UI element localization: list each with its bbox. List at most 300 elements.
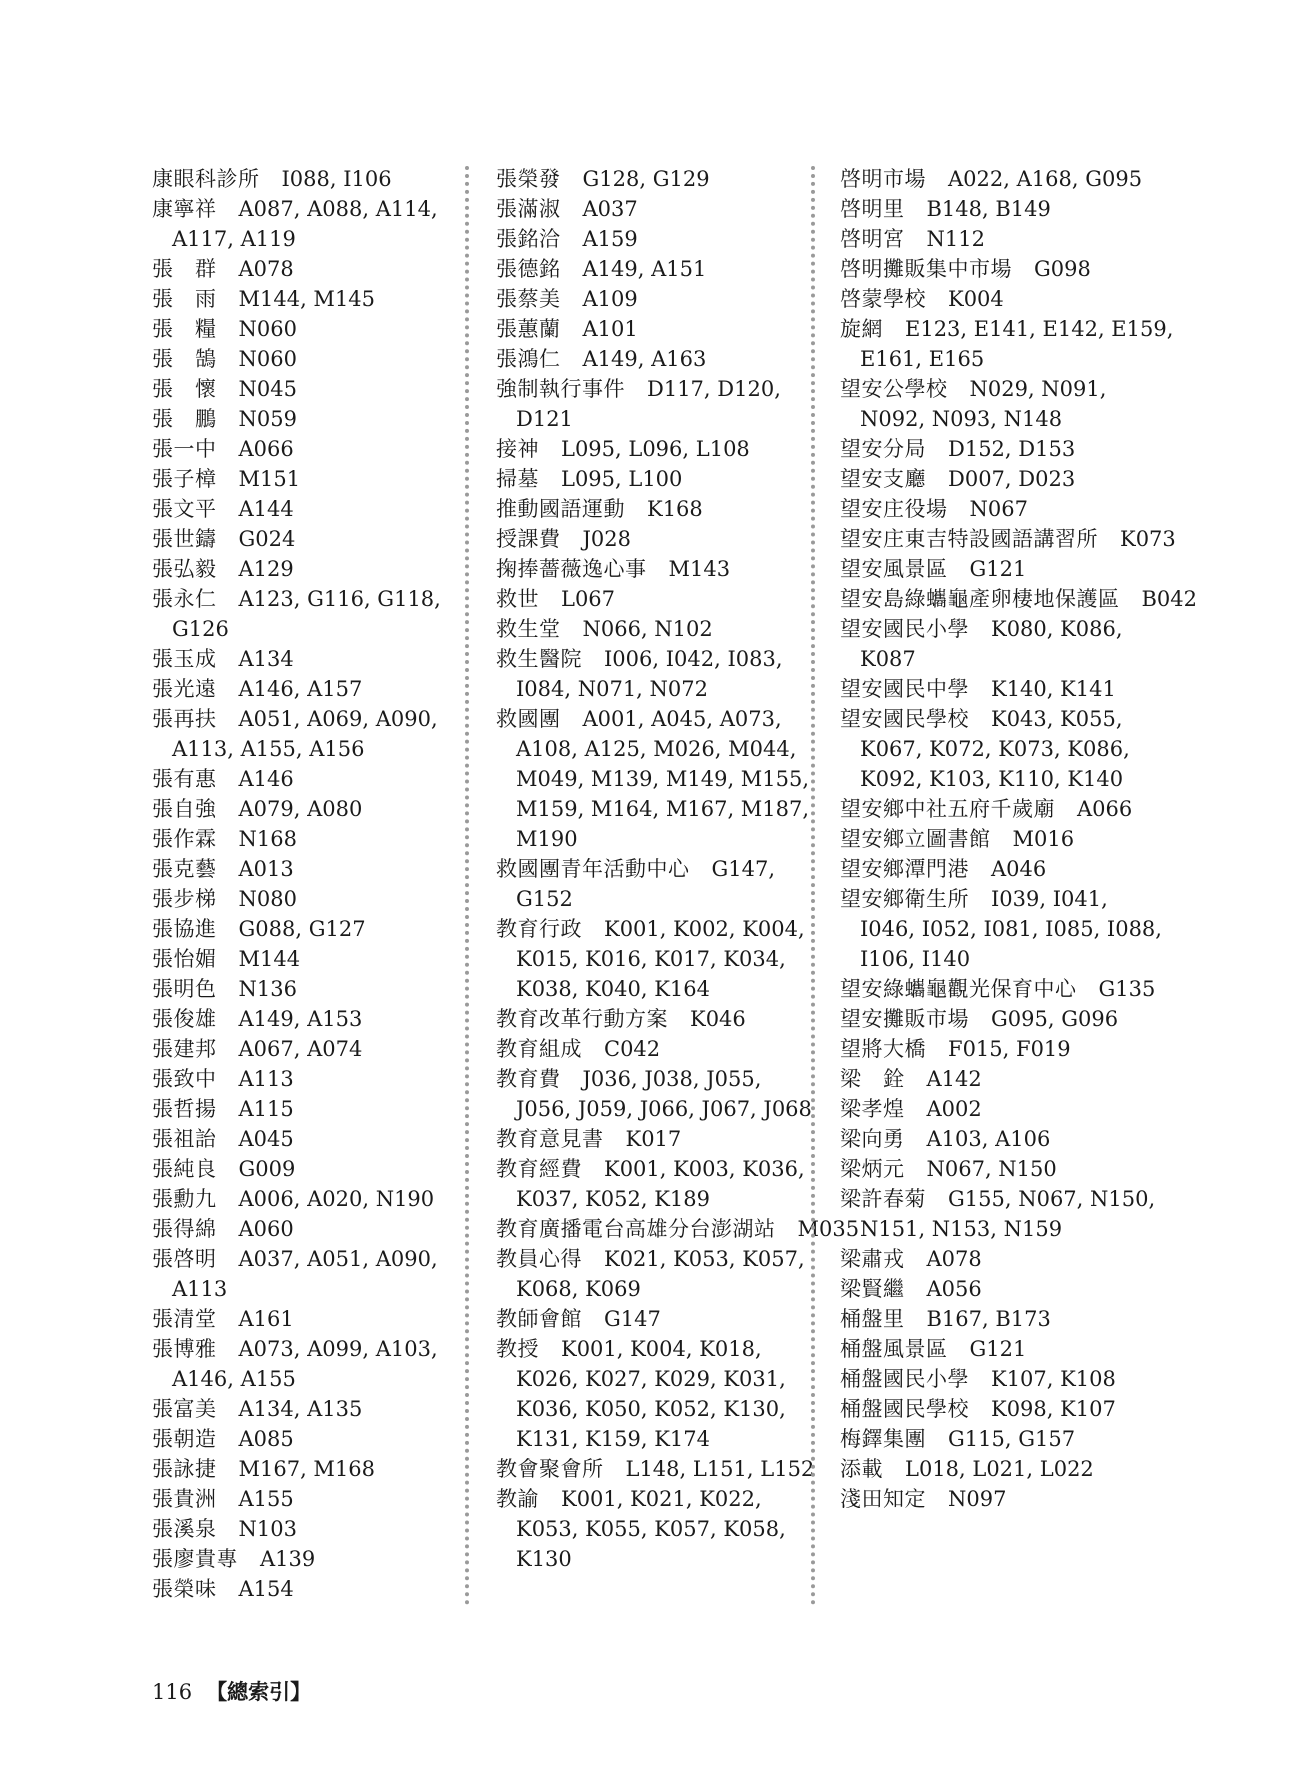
index-term: 張 懷 xyxy=(152,377,217,401)
index-entry xyxy=(840,1124,1150,1154)
index-entry xyxy=(840,1364,1150,1394)
index-term: 望安庄役場 xyxy=(840,497,948,521)
index-references: A134 xyxy=(238,647,294,671)
index-term: 梁肅戎 xyxy=(840,1247,905,1271)
index-term: 張協進 xyxy=(152,917,217,941)
index-entry xyxy=(152,434,452,464)
index-entry xyxy=(840,1034,1150,1064)
index-entry xyxy=(496,464,801,494)
index-references: K107, K108 xyxy=(991,1367,1116,1391)
index-term: 強制執行事件 xyxy=(496,377,625,401)
index-references: K080, K086, xyxy=(991,617,1123,641)
index-entry-continuation: I046, I052, I081, I085, I088, xyxy=(860,917,1162,941)
index-entry xyxy=(152,284,452,314)
index-term: 梁孝煌 xyxy=(840,1097,905,1121)
index-term: 張清堂 xyxy=(152,1307,217,1331)
index-term: 添載 xyxy=(840,1457,883,1481)
index-entry xyxy=(840,1004,1150,1034)
index-references: G155, N067, N150, xyxy=(948,1187,1156,1211)
index-term: 掃墓 xyxy=(496,467,539,491)
index-term: 張銘洽 xyxy=(496,227,561,251)
index-references: A149, A163 xyxy=(582,347,707,371)
index-entry xyxy=(152,254,452,284)
index-term: 望安國民學校 xyxy=(840,707,969,731)
index-term: 張步梯 xyxy=(152,887,217,911)
index-term: 張榮味 xyxy=(152,1577,217,1601)
index-term: 張貴洲 xyxy=(152,1487,217,1511)
index-references: K001, K004, K018, xyxy=(561,1337,762,1361)
index-term: 桶盤國民學校 xyxy=(840,1397,969,1421)
index-references: M144 xyxy=(238,947,301,971)
index-entry xyxy=(840,1484,1150,1514)
index-term: 張有惠 xyxy=(152,767,217,791)
index-entry xyxy=(840,1064,1150,1094)
index-term: 張 糧 xyxy=(152,317,217,341)
index-entry-continuation: A117, A119 xyxy=(172,227,296,251)
index-references: A134, A135 xyxy=(238,1397,363,1421)
index-term: 淺田知定 xyxy=(840,1487,926,1511)
index-references: N045 xyxy=(238,377,297,401)
index-entry xyxy=(840,824,1150,854)
index-references: A142 xyxy=(926,1067,982,1091)
index-entry xyxy=(152,884,452,914)
index-entry xyxy=(840,974,1156,1004)
index-entry xyxy=(152,1484,452,1514)
index-entry xyxy=(152,1574,452,1604)
index-references: A159 xyxy=(582,227,638,251)
index-term: 教員心得 xyxy=(496,1247,582,1271)
index-term: 授課費 xyxy=(496,527,561,551)
index-entry xyxy=(152,404,452,434)
index-term: 張鴻仁 xyxy=(496,347,561,371)
index-entry xyxy=(152,1004,452,1034)
index-term: 張 雨 xyxy=(152,287,217,311)
index-term: 望安庄東吉特設國語講習所 xyxy=(840,527,1098,551)
index-entry-continuation: K053, K055, K057, K058, xyxy=(516,1517,786,1541)
index-entry xyxy=(152,1094,452,1124)
index-term: 張德銘 xyxy=(496,257,561,281)
index-entry xyxy=(496,1244,805,1274)
index-term: 張 群 xyxy=(152,257,217,281)
index-entry xyxy=(840,704,1150,734)
index-references: A113 xyxy=(238,1067,294,1091)
index-references: A146, A157 xyxy=(238,677,363,701)
index-references: D117, D120, xyxy=(647,377,781,401)
index-term: 張啓明 xyxy=(152,1247,217,1271)
index-references: A155 xyxy=(238,1487,294,1511)
index-references: A051, A069, A090, xyxy=(238,707,438,731)
column-divider xyxy=(465,166,469,1606)
index-references: K021, K053, K057, xyxy=(604,1247,805,1271)
index-references: D007, D023 xyxy=(948,467,1076,491)
index-term: 望安攤販市場 xyxy=(840,1007,969,1031)
index-entry xyxy=(496,164,801,194)
index-entry xyxy=(496,254,801,284)
index-references: A006, A020, N190 xyxy=(238,1187,435,1211)
index-term: 張勳九 xyxy=(152,1187,217,1211)
index-term: 教育行政 xyxy=(496,917,582,941)
index-term: 望安公學校 xyxy=(840,377,948,401)
index-references: K017 xyxy=(625,1127,682,1151)
column-divider xyxy=(811,166,815,1606)
index-references: N029, N091, xyxy=(969,377,1107,401)
index-references: A085 xyxy=(238,1427,294,1451)
index-term: 救國團青年活動中心 xyxy=(496,857,690,881)
index-references: A002 xyxy=(926,1097,982,1121)
index-references: G147, xyxy=(711,857,776,881)
index-entry xyxy=(496,1214,860,1244)
index-term: 張自強 xyxy=(152,797,217,821)
index-term: 張富美 xyxy=(152,1397,217,1421)
index-references: A144 xyxy=(238,497,294,521)
index-term: 旋網 xyxy=(840,317,883,341)
index-term: 桶盤國民小學 xyxy=(840,1367,969,1391)
index-entry-continuation: K036, K050, K052, K130, xyxy=(516,1397,786,1421)
index-entry-continuation: K067, K072, K073, K086, xyxy=(860,737,1130,761)
index-term: 張滿淑 xyxy=(496,197,561,221)
index-entry xyxy=(152,1304,452,1334)
index-references: I039, I041, xyxy=(991,887,1108,911)
index-entry xyxy=(840,194,1150,224)
index-references: K168 xyxy=(647,497,703,521)
index-references: M144, M145 xyxy=(238,287,376,311)
index-entry xyxy=(496,524,801,554)
index-references: A037 xyxy=(582,197,638,221)
index-entry xyxy=(840,854,1150,884)
index-references: G147 xyxy=(604,1307,661,1331)
index-references: N136 xyxy=(238,977,297,1001)
index-references: E123, E141, E142, E159, xyxy=(905,317,1174,341)
index-term: 張永仁 xyxy=(152,587,217,611)
index-references: B148, B149 xyxy=(926,197,1051,221)
index-entry xyxy=(840,1304,1150,1334)
index-references: A078 xyxy=(926,1247,982,1271)
index-entry-continuation: A108, A125, M026, M044, xyxy=(516,737,797,761)
index-references: A115 xyxy=(238,1097,294,1121)
index-references: A146 xyxy=(238,767,294,791)
index-entry xyxy=(152,554,452,584)
index-entry xyxy=(840,1154,1150,1184)
index-references: N080 xyxy=(238,887,297,911)
index-entry xyxy=(840,554,1150,584)
index-entry xyxy=(496,584,801,614)
index-references: N067 xyxy=(969,497,1028,521)
index-entry-continuation: I106, I140 xyxy=(860,947,971,971)
index-term: 張 鵠 xyxy=(152,347,217,371)
index-term: 救世 xyxy=(496,587,539,611)
index-entry-continuation: K092, K103, K110, K140 xyxy=(860,767,1124,791)
index-entry xyxy=(496,284,801,314)
index-references: N059 xyxy=(238,407,297,431)
index-references: A078 xyxy=(238,257,294,281)
index-references: M035 xyxy=(797,1217,860,1241)
index-entry xyxy=(496,1484,801,1514)
index-entry xyxy=(496,614,801,644)
index-references: L095, L096, L108 xyxy=(561,437,750,461)
index-references: K001, K003, K036, xyxy=(604,1157,805,1181)
index-references: A022, A168, G095 xyxy=(948,167,1143,191)
index-term: 望安鄉立圖書館 xyxy=(840,827,991,851)
index-entry-continuation: D121 xyxy=(516,407,573,431)
index-references: A013 xyxy=(238,857,294,881)
index-entry-continuation: M159, M164, M167, M187, xyxy=(516,797,810,821)
index-term: 張祖詒 xyxy=(152,1127,217,1151)
index-term: 張怡媚 xyxy=(152,947,217,971)
index-entry xyxy=(840,1334,1150,1364)
index-entry xyxy=(496,434,801,464)
index-term: 康寧祥 xyxy=(152,197,217,221)
index-term: 教授 xyxy=(496,1337,539,1361)
index-entry-continuation: K015, K016, K017, K034, xyxy=(516,947,786,971)
index-term: 張一中 xyxy=(152,437,217,461)
index-entry xyxy=(152,194,452,224)
index-term: 望安國民小學 xyxy=(840,617,969,641)
index-references: K098, K107 xyxy=(991,1397,1116,1421)
index-term: 張弘毅 xyxy=(152,557,217,581)
index-entry xyxy=(152,854,452,884)
index-term: 張明色 xyxy=(152,977,217,1001)
index-entry xyxy=(152,974,452,1004)
index-entry xyxy=(152,494,452,524)
index-entry xyxy=(840,374,1150,404)
index-entry xyxy=(496,854,801,884)
index-references: G098 xyxy=(1034,257,1091,281)
index-entry-continuation: M049, M139, M149, M155, xyxy=(516,767,810,791)
index-term: 接神 xyxy=(496,437,539,461)
index-entry xyxy=(496,344,801,374)
index-term: 張子樟 xyxy=(152,467,217,491)
index-entry xyxy=(152,1544,452,1574)
index-term: 張再扶 xyxy=(152,707,217,731)
index-entry xyxy=(152,344,452,374)
index-references: A103, A106 xyxy=(926,1127,1051,1151)
index-entry xyxy=(496,1124,801,1154)
index-entry xyxy=(152,464,452,494)
index-term: 望安鄉中社五府千歲廟 xyxy=(840,797,1055,821)
index-entry xyxy=(152,1244,452,1274)
index-references: A073, A099, A103, xyxy=(238,1337,438,1361)
index-entry xyxy=(152,1454,452,1484)
index-entry xyxy=(152,1514,452,1544)
index-entry xyxy=(152,584,452,614)
index-entry xyxy=(840,1274,1150,1304)
index-references: K004 xyxy=(948,287,1004,311)
index-references: L067 xyxy=(561,587,616,611)
index-term: 張玉成 xyxy=(152,647,217,671)
index-term: 教育費 xyxy=(496,1067,561,1091)
index-references: N067, N150 xyxy=(926,1157,1057,1181)
index-entry-continuation: G126 xyxy=(172,617,229,641)
index-entry-continuation: M190 xyxy=(516,827,578,851)
index-references: F015, F019 xyxy=(948,1037,1071,1061)
index-references: N168 xyxy=(238,827,297,851)
index-references: G121 xyxy=(969,1337,1027,1361)
index-references: N112 xyxy=(926,227,985,251)
index-references: M151 xyxy=(238,467,301,491)
index-references: B042 xyxy=(1141,587,1198,611)
index-entry xyxy=(152,1124,452,1154)
index-entry xyxy=(840,164,1150,194)
index-term: 啓明攤販集中市場 xyxy=(840,257,1012,281)
index-entry xyxy=(496,1454,815,1484)
index-references: M167, M168 xyxy=(238,1457,376,1481)
index-entry-continuation: K038, K040, K164 xyxy=(516,977,711,1001)
index-entry-continuation: I084, N071, N072 xyxy=(516,677,708,701)
index-entry xyxy=(152,1154,452,1184)
index-term: 教育經費 xyxy=(496,1157,582,1181)
index-references: A001, A045, A073, xyxy=(582,707,782,731)
index-references: K046 xyxy=(690,1007,746,1031)
index-term: 梁賢繼 xyxy=(840,1277,905,1301)
index-entry xyxy=(152,944,452,974)
index-references: G135 xyxy=(1098,977,1156,1001)
index-references: A101 xyxy=(582,317,638,341)
index-entry xyxy=(496,374,801,404)
index-entry xyxy=(840,1394,1150,1424)
index-entry xyxy=(840,524,1176,554)
index-entry-continuation: G152 xyxy=(516,887,573,911)
index-term: 張純良 xyxy=(152,1157,217,1181)
index-references: A129 xyxy=(238,557,294,581)
section-label: 【總索引】 xyxy=(206,1679,312,1704)
index-references: A149, A151 xyxy=(582,257,707,281)
index-references: A046 xyxy=(991,857,1047,881)
index-references: N066, N102 xyxy=(582,617,713,641)
index-term: 望安鄉潭門港 xyxy=(840,857,969,881)
index-references: A161 xyxy=(238,1307,294,1331)
index-term: 救生醫院 xyxy=(496,647,582,671)
index-term: 張朝造 xyxy=(152,1427,217,1451)
index-references: A109 xyxy=(582,287,638,311)
index-references: A149, A153 xyxy=(238,1007,363,1031)
index-entry xyxy=(496,224,801,254)
index-term: 張 鵬 xyxy=(152,407,217,431)
index-entry xyxy=(840,224,1150,254)
index-references: K001, K021, K022, xyxy=(561,1487,762,1511)
index-term: 望安支廳 xyxy=(840,467,926,491)
index-term: 推動國語運動 xyxy=(496,497,625,521)
page-number: 116 xyxy=(152,1680,193,1704)
index-term: 桶盤風景區 xyxy=(840,1337,948,1361)
index-entry-continuation: A146, A155 xyxy=(172,1367,296,1391)
index-references: J036, J038, J055, xyxy=(582,1067,762,1091)
index-column-2 xyxy=(496,164,860,1574)
index-term: 張溪泉 xyxy=(152,1517,217,1541)
index-references: D152, D153 xyxy=(948,437,1076,461)
index-entry xyxy=(496,194,801,224)
index-references: N097 xyxy=(948,1487,1007,1511)
index-references: G024 xyxy=(238,527,296,551)
index-term: 望將大橋 xyxy=(840,1037,926,1061)
index-references: N060 xyxy=(238,317,297,341)
index-references: A066 xyxy=(1077,797,1133,821)
index-entry xyxy=(840,284,1150,314)
index-entry xyxy=(496,1154,805,1184)
index-entry xyxy=(840,584,1198,614)
index-references: G115, G157 xyxy=(948,1427,1076,1451)
index-references: A060 xyxy=(238,1217,294,1241)
index-term: 梁向勇 xyxy=(840,1127,905,1151)
index-term: 望安國民中學 xyxy=(840,677,969,701)
index-references: K140, K141 xyxy=(991,677,1116,701)
index-references: A154 xyxy=(238,1577,294,1601)
index-term: 望安綠蠵龜觀光保育中心 xyxy=(840,977,1077,1001)
index-entry xyxy=(840,254,1150,284)
index-term: 啓蒙學校 xyxy=(840,287,926,311)
index-term: 教育意見書 xyxy=(496,1127,604,1151)
index-references: A123, G116, G118, xyxy=(238,587,441,611)
index-entry-continuation: K037, K052, K189 xyxy=(516,1187,711,1211)
index-entry xyxy=(152,1034,452,1064)
index-entry xyxy=(152,1424,452,1454)
index-term: 張致中 xyxy=(152,1067,217,1091)
index-references: I088, I106 xyxy=(281,167,392,191)
index-term: 望安分局 xyxy=(840,437,926,461)
index-term: 教育改革行動方案 xyxy=(496,1007,668,1031)
index-entry xyxy=(840,1244,1150,1274)
index-term: 救生堂 xyxy=(496,617,561,641)
index-entry xyxy=(152,1064,452,1094)
index-term: 張俊雄 xyxy=(152,1007,217,1031)
index-term: 張蔡美 xyxy=(496,287,561,311)
index-references: B167, B173 xyxy=(926,1307,1051,1331)
index-references: A066 xyxy=(238,437,294,461)
index-entry xyxy=(840,494,1150,524)
index-entry xyxy=(496,914,805,944)
index-entry xyxy=(152,764,452,794)
index-term: 張廖貴專 xyxy=(152,1547,238,1571)
index-term: 張蕙蘭 xyxy=(496,317,561,341)
index-term: 啓明市場 xyxy=(840,167,926,191)
index-entry xyxy=(496,1064,801,1094)
index-term: 教育廣播電台高雄分台澎湖站 xyxy=(496,1217,776,1241)
index-entry-continuation: N151, N153, N159 xyxy=(860,1217,1063,1241)
index-entry-continuation: A113 xyxy=(172,1277,228,1301)
index-references: L095, L100 xyxy=(561,467,683,491)
index-entry xyxy=(152,1214,452,1244)
index-entry xyxy=(152,374,452,404)
index-references: I006, I042, I083, xyxy=(604,647,783,671)
page-footer xyxy=(152,1676,311,1706)
index-references: G009 xyxy=(238,1157,296,1181)
index-entry-continuation: N092, N093, N148 xyxy=(860,407,1063,431)
index-references: G121 xyxy=(969,557,1027,581)
index-term: 梁炳元 xyxy=(840,1157,905,1181)
index-entry xyxy=(152,1184,452,1214)
index-entry-continuation: E161, E165 xyxy=(860,347,985,371)
index-references: M016 xyxy=(1012,827,1075,851)
index-entry xyxy=(152,674,452,704)
index-entry xyxy=(496,1304,801,1334)
index-entry xyxy=(152,164,452,194)
index-entry xyxy=(840,1184,1156,1214)
index-entry xyxy=(840,434,1150,464)
index-term: 張光遠 xyxy=(152,677,217,701)
index-entry xyxy=(496,1334,801,1364)
index-entry-continuation: K026, K027, K029, K031, xyxy=(516,1367,786,1391)
index-term: 教會聚會所 xyxy=(496,1457,604,1481)
index-entry xyxy=(152,314,452,344)
index-term: 張得綿 xyxy=(152,1217,217,1241)
index-term: 張作霖 xyxy=(152,827,217,851)
index-term: 張博雅 xyxy=(152,1337,217,1361)
index-term: 張哲揚 xyxy=(152,1097,217,1121)
index-term: 望安鄉衛生所 xyxy=(840,887,969,911)
index-term: 張詠捷 xyxy=(152,1457,217,1481)
index-term: 張克藝 xyxy=(152,857,217,881)
index-column-1 xyxy=(152,164,452,1604)
index-entry xyxy=(496,314,801,344)
